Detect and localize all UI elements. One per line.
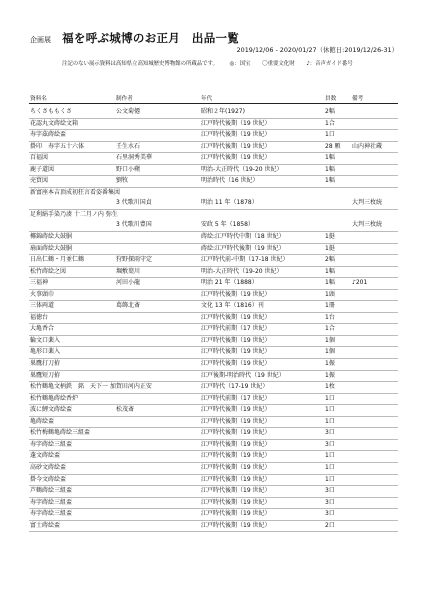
legend-national-treasure: ◎：国宝	[229, 61, 251, 67]
cell-quantity: 1振	[325, 371, 335, 379]
cell-quantity: 1個	[325, 336, 335, 344]
cell-date: 江戸時代後期（19 世紀）	[201, 452, 271, 460]
table-row	[29, 324, 398, 336]
cell-name: ちくさももくさ	[30, 108, 73, 115]
table-row	[29, 107, 398, 119]
exhibit-list	[29, 107, 398, 532]
cell-date: 江戸時代後期（19 世紀）	[201, 463, 271, 471]
cell-name: 松竹鶴亀文柄鉄 銘 天下一 加賀田河内正安	[30, 383, 152, 391]
column-header-name: 資料名	[30, 96, 47, 102]
cell-name: 亀蒔絵盃	[30, 417, 55, 425]
cell-date: 江戸時代後期（19 世紀）	[201, 498, 271, 506]
cell-date: 文化 13 年（1816）刊	[201, 302, 264, 310]
cell-name: 百福図	[30, 154, 49, 162]
cell-name: 扇面蒔絵大鼓胴	[30, 244, 73, 252]
cell-date: 江戸時代後期（19 世紀）	[201, 475, 271, 483]
cell-name: 大亀香合	[30, 325, 55, 333]
cell-date: 江戸時代後期（19 世紀）	[201, 360, 271, 368]
cell-quantity: 1幅	[325, 267, 335, 275]
exhibition-title: 福を呼ぶ城博のお正月 出品一覧	[62, 31, 240, 45]
cell-date: 江戸時代前期（17 世紀）	[201, 325, 271, 333]
cell-name: 掛印 寿字五十六体	[30, 142, 85, 150]
table-row	[29, 486, 398, 498]
exhibition-period: 2019/12/06 - 2020/01/27（休館日:2019/12/26-31）	[236, 46, 398, 54]
cell-date: 江戸時代後期（19 世紀）	[201, 336, 271, 344]
cell-maker: 石里洞秀美華	[116, 154, 153, 162]
cell-quantity: 1合	[325, 325, 335, 333]
cell-date: 明治時代（16 世紀）	[201, 177, 259, 185]
cell-date: 江戸時代（17-19 世紀）	[201, 383, 269, 391]
cell-date: 蒔絵:江戸時代中期（18 世紀）	[201, 233, 285, 241]
cell-maker: 公文菊僊	[116, 108, 141, 115]
cell-quantity: 1幅	[325, 279, 335, 287]
cell-name: 火事頭巾	[30, 290, 55, 298]
cell-maker: 河田小龍	[116, 279, 141, 287]
table-row	[29, 451, 398, 463]
cell-name: 寿字蒔絵三組盃	[30, 498, 73, 506]
cell-name: 日出仁鶴・月並仁鶴	[30, 256, 85, 264]
cell-quantity: 1幅	[325, 154, 335, 162]
cell-name: 寿字茲蒔絵盃	[30, 131, 67, 139]
cell-maker: 壬生水石	[116, 142, 141, 150]
table-row	[29, 417, 398, 429]
cell-note: 大判三枚続	[352, 221, 383, 229]
cell-date: 江戸時代後期（19 世紀）	[201, 417, 271, 425]
cell-date: 昭和２年(1927)	[201, 108, 245, 115]
table-row	[29, 153, 398, 165]
cell-quantity: 3口	[325, 510, 335, 518]
cell-name: 新富座本吉頂成初狂言看姿番集図	[30, 188, 121, 196]
cell-name: 売買図	[30, 177, 49, 185]
cell-date: 明治-大正時代（19-20 世紀）	[201, 165, 283, 173]
cell-name: 高砂文蒔絵盃	[30, 463, 67, 471]
table-row	[29, 371, 398, 383]
cell-date: 江戸時代後期（19 世紀）	[201, 142, 271, 150]
cell-date: 江戸時代後期（19 世紀）	[201, 440, 271, 448]
cell-date: 江戸時代後期（19 世紀）	[201, 487, 271, 495]
cell-date: 江戸時代後期（19 世紀）	[201, 521, 271, 529]
cell-name: 椰錦蒔絵大鼓胴	[30, 233, 73, 241]
cell-quantity: 1冊	[325, 302, 335, 310]
cell-date: 江戸時代後期（19 世紀）	[201, 510, 271, 518]
cell-name: 花認丸文蒔絵文箱	[30, 119, 79, 127]
cell-quantity: 3口	[325, 487, 335, 495]
table-row	[29, 347, 398, 359]
cell-date: 江戸時代後期（19 世紀）	[201, 406, 271, 414]
cell-name: 芦鶴蒔絵三組盃	[30, 487, 73, 495]
cell-maker: 野口小蘋	[116, 165, 141, 173]
cell-maker: 堀敷葉川	[116, 267, 141, 275]
cell-name: 蓬文蒔絵盃	[30, 452, 61, 460]
table-row	[29, 165, 398, 177]
table-row	[29, 313, 398, 325]
table-row	[29, 509, 398, 521]
column-header-quantity: 員数	[325, 96, 337, 102]
cell-quantity: 2幅	[325, 108, 335, 115]
cell-quantity: 1口	[325, 394, 335, 402]
legend-audio-guide: ♪：音声ガイド番号	[306, 61, 353, 67]
table-row	[29, 290, 398, 302]
cell-name: 亀形口薬入	[30, 348, 61, 356]
cell-date: 江戸後期-明治時代（19 世紀）	[201, 371, 285, 379]
cell-maker: 3 代歌川豊国	[116, 221, 152, 229]
cell-date: 明治 21 年（1888）	[201, 279, 258, 287]
cell-quantity: 3口	[325, 440, 335, 448]
cell-quantity: 1個	[325, 348, 335, 356]
cell-note: ♪201	[352, 279, 368, 287]
table-row	[29, 176, 398, 188]
cell-quantity: 1幅	[325, 177, 335, 185]
cell-name: 波に鯉文蒔絵盃	[30, 406, 73, 414]
cell-name: 松竹梅鶴亀蒔絵三組盃	[30, 429, 91, 437]
cell-quantity: 1枚	[325, 383, 335, 391]
cell-note: 大判三枚続	[352, 199, 383, 207]
cell-quantity: 28 顆	[325, 142, 341, 150]
cell-date: 安政 5 年（1858）	[201, 221, 254, 229]
cell-quantity: 1挺	[325, 244, 335, 252]
cell-date: 江戸時代後期（19 世紀）	[201, 131, 271, 139]
cell-name: 寿字蒔絵三組盃	[30, 510, 73, 518]
table-row	[29, 301, 398, 313]
cell-maker: 3 代歌川国貞	[116, 199, 152, 207]
table-row	[29, 278, 398, 290]
cell-date: 江戸時代前-中期（17-18 世紀）	[201, 256, 289, 264]
table-row	[29, 130, 398, 142]
cell-quantity: 2幅	[325, 256, 335, 264]
cell-name: 福徳台	[30, 313, 49, 321]
cell-quantity: 1口	[325, 463, 335, 471]
table-row	[29, 521, 398, 533]
table-row	[29, 119, 398, 131]
table-row	[29, 428, 398, 440]
table-row	[29, 394, 398, 406]
cell-quantity: 2口	[325, 521, 335, 529]
cell-maker: 狩野探雨守定	[116, 256, 153, 264]
cell-name: 三福神	[30, 279, 49, 287]
table-row	[29, 142, 398, 154]
column-header-date: 年代	[201, 96, 213, 102]
cell-quantity: 1口	[325, 131, 335, 139]
cell-name: 三体両道	[30, 302, 55, 310]
cell-quantity: 3口	[325, 429, 335, 437]
table-row	[29, 244, 398, 256]
cell-name: 松竹蒔絵之図	[30, 267, 67, 275]
cell-name: 松竹鶴亀蒔絵香炉	[30, 394, 79, 402]
cell-quantity: 1挺	[325, 233, 335, 241]
cell-date: 江戸時代後期（19 世紀）	[201, 154, 271, 162]
cell-quantity: 1口	[325, 452, 335, 460]
table-row	[29, 382, 398, 394]
column-header-note: 備考	[352, 96, 364, 102]
cell-quantity: 3口	[325, 498, 335, 506]
cell-quantity: 1口	[325, 475, 335, 483]
cell-date: 江戸時代後期（19 世紀）	[201, 348, 271, 356]
cell-date: 明治-大正時代（19-20 世紀）	[201, 267, 283, 275]
cell-date: 蒔絵:江戸時代後期（19 世紀）	[201, 244, 285, 252]
cell-quantity: 1台	[325, 313, 335, 321]
cell-date: 江戸時代前期（17 世紀）	[201, 394, 271, 402]
table-row	[29, 336, 398, 348]
cell-date: 江戸時代後期（19 世紀）	[201, 119, 271, 127]
table-row	[29, 440, 398, 452]
cell-maker: 松茂斎	[116, 406, 135, 414]
table-row	[29, 359, 398, 371]
cell-name: 掛今文蒔絵盃	[30, 475, 67, 483]
table-header	[29, 94, 398, 104]
cell-note: 山内神社蔵	[352, 142, 383, 150]
column-header-maker: 制作者	[116, 96, 133, 102]
table-row	[29, 188, 398, 210]
cell-name: 輪文口薬入	[30, 336, 61, 344]
cell-date: 江戸時代後期（19 世紀）	[201, 429, 271, 437]
table-row	[29, 210, 398, 232]
cell-quantity: 1合	[325, 119, 335, 127]
table-row	[29, 498, 398, 510]
cell-name: 寿字蒔絵三組盃	[30, 440, 73, 448]
cell-quantity: 1口	[325, 406, 335, 414]
cell-name: 足利絹手染乃湊 十二月ノ内 弥生	[30, 210, 118, 218]
cell-name: 巣鷹打刀拵	[30, 360, 61, 368]
exhibition-type: 企画展	[30, 36, 51, 44]
table-row	[29, 463, 398, 475]
table-row	[29, 232, 398, 244]
cell-quantity: 1振	[325, 360, 335, 368]
cell-date: 江戸時代後期（19 世紀）	[201, 313, 271, 321]
note-text: 注記のない展示資料は高知県立高知城歴史博物館の所蔵品です。	[62, 61, 218, 67]
table-row	[29, 267, 398, 279]
cell-date: 江戸時代後期（19 世紀）	[201, 290, 271, 298]
cell-quantity: 1頭	[325, 290, 335, 298]
legend-important-property: 〇重要文化財	[262, 61, 295, 67]
table-row	[29, 255, 398, 267]
cell-date: 明治 11 年（1878）	[201, 199, 258, 207]
cell-maker: 葛飾北斎	[116, 302, 141, 310]
page-title	[30, 27, 239, 46]
cell-name: 鹿子道図	[30, 165, 55, 173]
cell-name: 富士蒔絵盃	[30, 521, 61, 529]
cell-maker: 劉牧	[116, 177, 129, 185]
table-row	[29, 405, 398, 417]
cell-quantity: 1幅	[325, 165, 335, 173]
cell-quantity: 1口	[325, 417, 335, 425]
collection-note	[62, 59, 353, 67]
table-row	[29, 475, 398, 487]
cell-name: 巣鷹短刀拵	[30, 371, 61, 379]
